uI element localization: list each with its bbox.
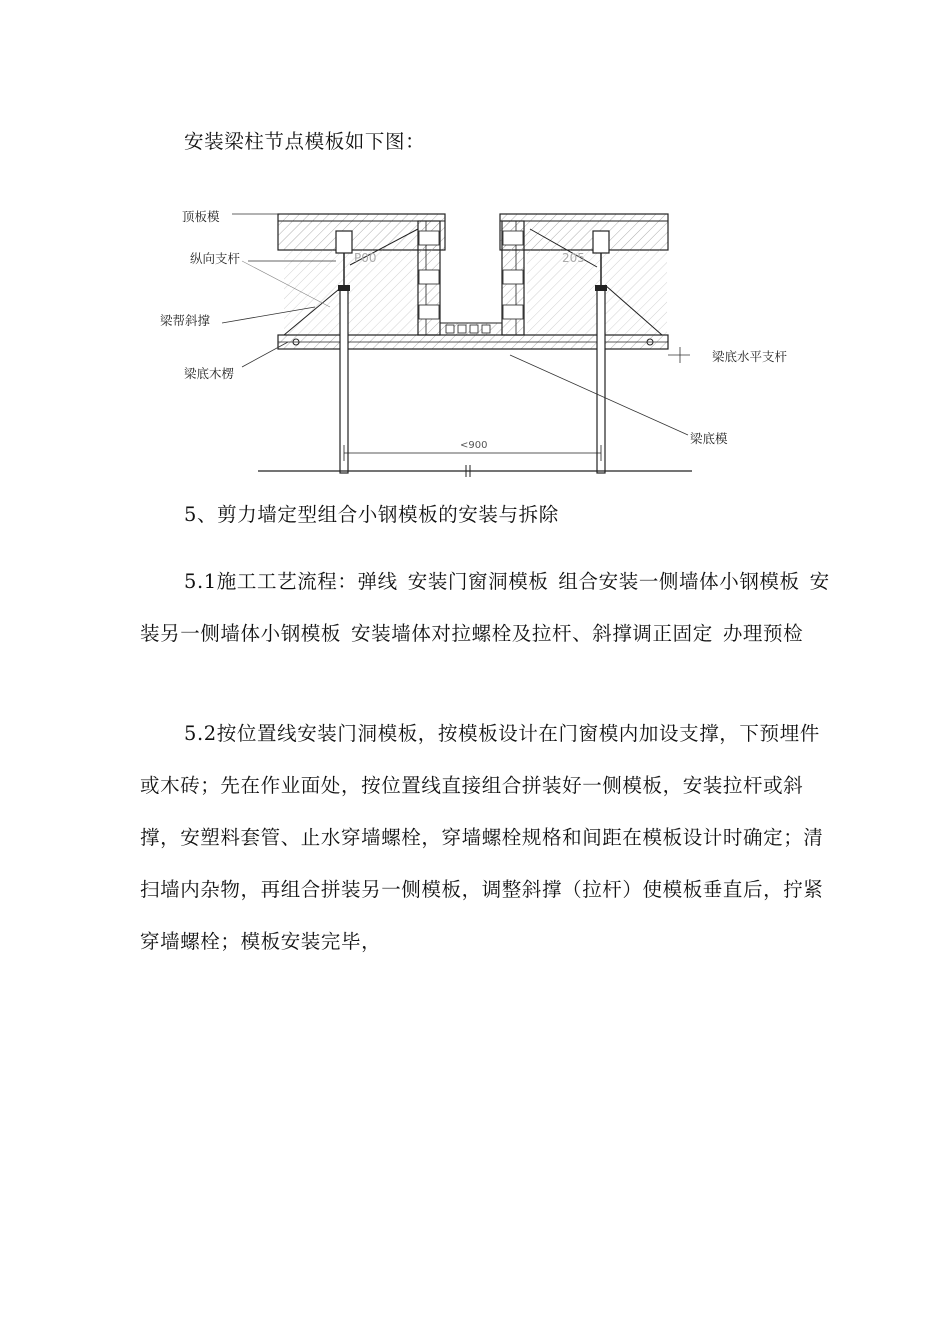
label-beam-bottom-form: 梁底模: [690, 431, 728, 446]
flow-step: 安装另一侧墙体小钢模板: [140, 570, 830, 645]
section-heading: 5、剪力墙定型组合小钢模板的安装与拆除: [184, 503, 559, 526]
label-top-slab-form: 顶板模: [182, 209, 220, 224]
p51-prefix: 5.1施工工艺流程：: [184, 570, 358, 593]
mark-right: 205: [562, 251, 585, 265]
mark-left: P00: [354, 251, 377, 265]
label-longitudinal-support: 纵向支杆: [190, 251, 241, 266]
flow-step: 办理预检: [722, 622, 804, 645]
label-beam-bottom-horizontal: 梁底水平支杆: [712, 349, 788, 364]
label-beam-bottom-joist: 梁底木楞: [184, 366, 235, 381]
dimension-label: <900: [460, 440, 488, 451]
paragraph-5-1: [140, 556, 830, 660]
paragraph-5-2: 5.2按位置线安装门洞模板，按模板设计在门窗模内加设支撑，下预埋件或木砖；先在作业面处，按位置线直接组合拼装好一侧模板，安装拉杆或斜撑，安塑料套管、止水穿墙螺栓，穿墙螺栓规格和间距在模板设计时确定；清扫墙内杂物，再组合拼装另一侧模板，调整斜撑（拉杆）使模板垂直后，拧紧穿墙螺栓；模板安装完毕，: [140, 722, 824, 953]
flow-step: 组合安装一侧墙体小钢模板: [558, 570, 800, 593]
flow-step: 安装墙体对拉螺栓及拉杆、斜撑调正固定: [351, 622, 713, 645]
intro-text: 安装梁柱节点模板如下图：: [184, 130, 426, 153]
flow-step: 安装门窗洞模板: [407, 570, 549, 593]
label-beam-side-brace: 梁帮斜撑: [160, 313, 211, 328]
flow-step: 弹线: [357, 570, 398, 593]
top-slab-right: [500, 214, 668, 250]
beam-column-formwork-diagram: [150, 195, 810, 485]
